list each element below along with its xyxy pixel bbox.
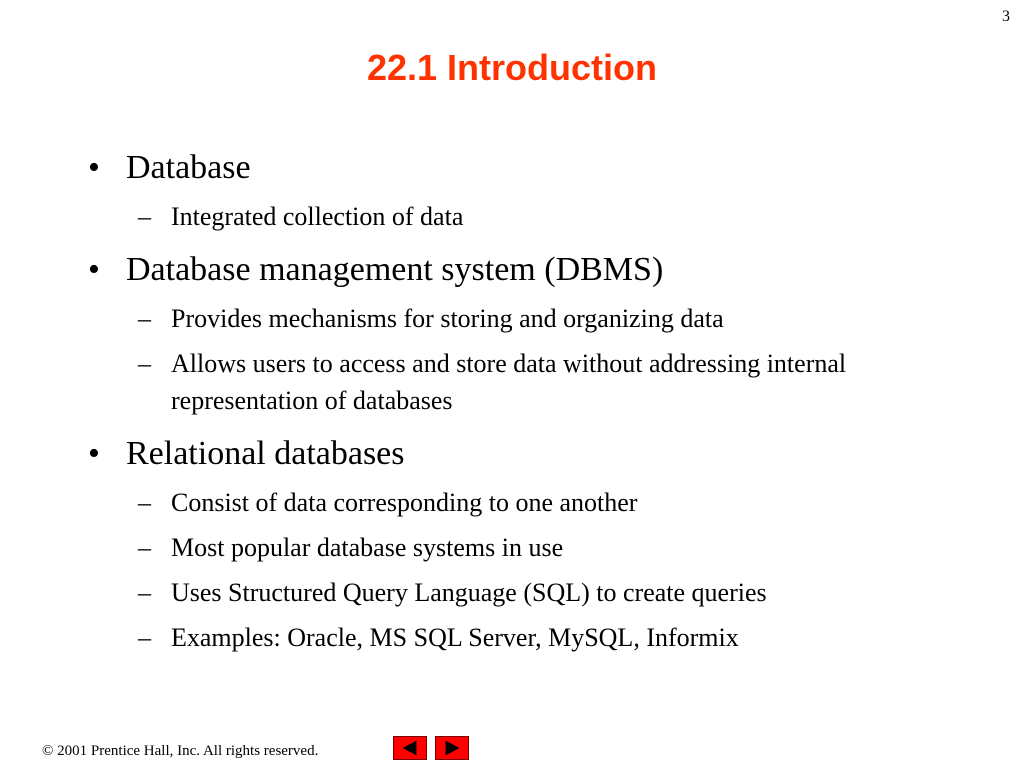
bullet-item <box>88 432 948 476</box>
page-number: 3 <box>1002 8 1010 25</box>
next-slide-button[interactable] <box>435 736 469 760</box>
bullet-marker: • <box>88 435 100 472</box>
bullet-text: Relational databases <box>126 435 405 472</box>
sub-item <box>88 484 948 521</box>
bullet-marker: • <box>88 251 100 288</box>
bullet-item <box>88 248 948 292</box>
sub-text: Consist of data corresponding to one another <box>171 488 638 517</box>
dash-marker: – <box>138 578 151 607</box>
sub-text: Examples: Oracle, MS SQL Server, MySQL, Informix <box>171 623 739 652</box>
sub-text: Most popular database systems in use <box>171 533 564 562</box>
sub-list <box>88 300 948 419</box>
copyright-text: 2001 Prentice Hall, Inc. All rights reserved. <box>53 743 319 759</box>
dash-marker: – <box>138 349 151 378</box>
sub-item <box>88 619 948 656</box>
sub-item <box>88 198 948 235</box>
slide-title: 22.1 Introduction <box>366 47 658 88</box>
footer-copyright <box>42 742 318 760</box>
dash-marker: – <box>138 623 151 652</box>
sub-text: Integrated collection of data <box>171 202 464 231</box>
sub-item <box>88 574 948 611</box>
dash-marker: – <box>138 202 151 231</box>
bullet-text: Database <box>126 149 251 186</box>
sub-list <box>88 484 948 656</box>
sub-item <box>88 345 948 419</box>
sub-list <box>88 198 948 235</box>
left-arrow-icon <box>394 737 426 759</box>
previous-slide-button[interactable] <box>393 736 427 760</box>
sub-item <box>88 529 948 566</box>
bullet-item <box>88 146 948 190</box>
bullet-marker: • <box>88 149 100 186</box>
dash-marker: – <box>138 304 151 333</box>
dash-marker: – <box>138 533 151 562</box>
dash-marker: – <box>138 488 151 517</box>
sub-text: Provides mechanisms for storing and organizing data <box>171 304 724 333</box>
sub-text: Uses Structured Query Language (SQL) to create queries <box>171 578 767 607</box>
bullet-list <box>88 146 948 656</box>
copyright-symbol: © <box>42 743 54 759</box>
sub-item <box>88 300 948 337</box>
bullet-text: Database management system (DBMS) <box>126 251 664 288</box>
sub-text: Allows users to access and store data without addressing internal representation of databases <box>171 349 847 415</box>
right-arrow-icon <box>436 737 468 759</box>
